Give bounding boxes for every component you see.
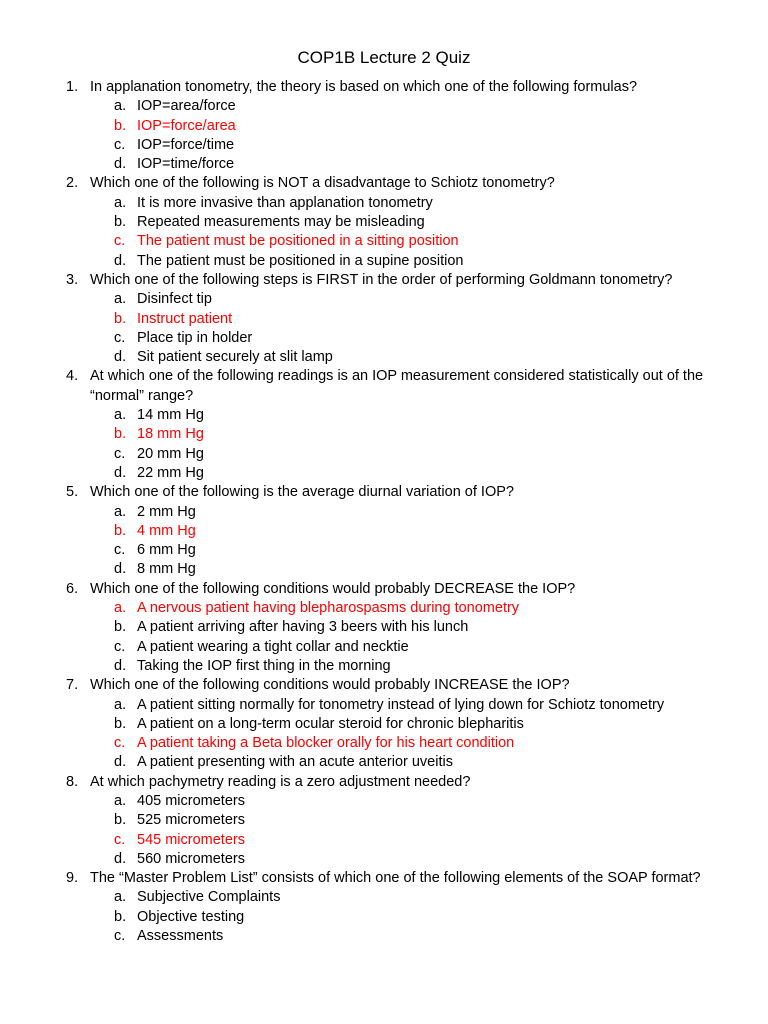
question-7	[66, 676, 716, 695]
option-letter: a.	[114, 407, 127, 424]
option-letter: a.	[114, 503, 127, 520]
question-8	[66, 773, 716, 792]
question-text: Which one of the following steps is FIRST in the order of performing Goldmann tonometry?	[90, 271, 673, 288]
option-letter: d.	[114, 754, 127, 771]
answer-option	[66, 155, 716, 174]
option-letter: c.	[114, 329, 126, 346]
answer-option	[66, 136, 716, 155]
option-letter: c.	[114, 542, 126, 559]
option-text: IOP=force/time	[137, 136, 235, 153]
answer-option	[66, 290, 716, 309]
answer-option	[66, 445, 716, 464]
answer-option	[66, 753, 716, 772]
answer-option	[66, 252, 716, 271]
answer-option	[66, 811, 716, 830]
question-number: 2.	[66, 175, 79, 192]
question-3	[66, 271, 716, 290]
answer-option	[66, 638, 716, 657]
option-letter: b.	[114, 715, 127, 732]
option-text: A nervous patient having blepharospasms during tonometry	[137, 600, 520, 617]
answer-option	[66, 406, 716, 425]
option-text: Taking the IOP first thing in the morning	[137, 657, 391, 674]
answer-option-correct	[66, 522, 716, 541]
question-text: At which pachymetry reading is a zero adjustment needed?	[90, 773, 471, 790]
question-text: The “Master Problem List” consists of which one of the following elements of the SOAP format?	[90, 870, 701, 887]
answer-option	[66, 213, 716, 232]
option-text: Subjective Complaints	[137, 889, 281, 906]
option-letter: b.	[114, 310, 127, 327]
option-text: A patient on a long-term ocular steroid for chronic blepharitis	[137, 715, 524, 732]
option-text: A patient presenting with an acute anterior uveitis	[137, 754, 453, 771]
option-text: The patient must be positioned in a supine position	[137, 252, 464, 269]
option-text: 4 mm Hg	[137, 522, 196, 539]
answer-option	[66, 348, 716, 367]
option-text: It is more invasive than applanation tonometry	[137, 194, 433, 211]
option-letter: b.	[114, 619, 127, 636]
question-text: Which one of the following is NOT a disadvantage to Schiotz tonometry?	[90, 175, 555, 192]
option-text: 6 mm Hg	[137, 542, 196, 559]
answer-option	[66, 541, 716, 560]
option-text: Sit patient securely at slit lamp	[137, 349, 333, 366]
answer-option	[66, 927, 716, 946]
answer-option	[66, 908, 716, 927]
option-letter: c.	[114, 638, 126, 655]
option-text: Repeated measurements may be misleading	[137, 214, 425, 231]
option-text: 8 mm Hg	[137, 561, 196, 578]
option-letter: c.	[114, 831, 126, 848]
question-text: Which one of the following is the average diurnal variation of IOP?	[90, 484, 514, 501]
option-text: IOP=area/force	[137, 98, 236, 115]
option-letter: c.	[114, 445, 126, 462]
option-letter: c.	[114, 233, 126, 250]
option-text: 405 micrometers	[137, 792, 245, 809]
answer-option	[66, 657, 716, 676]
option-text: 525 micrometers	[137, 812, 245, 829]
option-text: Objective testing	[137, 908, 245, 925]
answer-option	[66, 618, 716, 637]
option-letter: d.	[114, 657, 127, 674]
option-letter: b.	[114, 214, 127, 231]
option-letter: a.	[114, 696, 127, 713]
question-number: 9.	[66, 870, 79, 887]
question-number: 4.	[66, 368, 79, 385]
answer-option	[66, 792, 716, 811]
question-1	[66, 78, 716, 97]
option-letter: a.	[114, 889, 127, 906]
question-number: 3.	[66, 271, 79, 288]
question-2	[66, 174, 716, 193]
answer-option	[66, 850, 716, 869]
option-text: A patient taking a Beta blocker orally for his heart condition	[137, 735, 515, 752]
answer-option	[66, 503, 716, 522]
answer-option-correct	[66, 734, 716, 753]
answer-option-correct	[66, 232, 716, 251]
question-number: 1.	[66, 79, 79, 95]
option-letter: d.	[114, 156, 127, 173]
answer-option	[66, 97, 716, 116]
option-letter: b.	[114, 426, 127, 443]
question-4	[66, 367, 716, 406]
option-text: IOP=time/force	[137, 156, 235, 173]
option-letter: d.	[114, 850, 127, 867]
option-text: Instruct patient	[137, 310, 233, 327]
option-text: Place tip in holder	[137, 329, 253, 346]
option-letter: b.	[114, 117, 127, 134]
option-letter: a.	[114, 600, 127, 617]
page-title: COP1B Lecture 2 Quiz	[297, 48, 471, 67]
answer-option-correct	[66, 310, 716, 329]
option-text: A patient arriving after having 3 beers with his lunch	[137, 619, 469, 636]
answer-option-correct	[66, 117, 716, 136]
option-text: IOP=force/area	[137, 117, 236, 134]
option-letter: a.	[114, 792, 127, 809]
option-letter: d.	[114, 464, 127, 481]
option-text: A patient sitting normally for tonometry instead of lying down for Schiotz tonometry	[137, 696, 665, 713]
question-text: Which one of the following conditions would probably INCREASE the IOP?	[90, 677, 570, 694]
option-text: Disinfect tip	[137, 291, 212, 308]
answer-option-correct	[66, 599, 716, 618]
question-5	[66, 483, 716, 502]
answer-option-correct	[66, 831, 716, 850]
answer-option	[66, 464, 716, 483]
option-text: 560 micrometers	[137, 850, 245, 867]
answer-option	[66, 888, 716, 907]
answer-option	[66, 560, 716, 579]
option-letter: b.	[114, 522, 127, 539]
option-letter: a.	[114, 291, 127, 308]
option-letter: c.	[114, 928, 126, 945]
option-text: Assessments	[137, 928, 224, 945]
option-text: 22 mm Hg	[137, 464, 204, 481]
option-text: 545 micrometers	[137, 831, 245, 848]
question-text: In applanation tonometry, the theory is based on which one of the following formulas?	[90, 79, 638, 95]
answer-option	[66, 329, 716, 348]
option-text: 14 mm Hg	[137, 407, 204, 424]
question-number: 8.	[66, 773, 79, 790]
answer-option-correct	[66, 425, 716, 444]
question-number: 7.	[66, 677, 79, 694]
answer-option	[66, 696, 716, 715]
option-text: The patient must be positioned in a sitting position	[137, 233, 459, 250]
option-letter: d.	[114, 561, 127, 578]
question-9	[66, 869, 716, 888]
question-text: At which one of the following readings is an IOP measurement considered statistically out of the “normal” range?	[90, 368, 704, 404]
question-number: 6.	[66, 580, 79, 597]
option-letter: b.	[114, 908, 127, 925]
option-letter: c.	[114, 735, 126, 752]
question-6	[66, 580, 716, 599]
option-letter: b.	[114, 812, 127, 829]
option-text: 20 mm Hg	[137, 445, 204, 462]
answer-option	[66, 194, 716, 213]
option-letter: d.	[114, 349, 127, 366]
option-text: 2 mm Hg	[137, 503, 196, 520]
option-text: 18 mm Hg	[137, 426, 204, 443]
question-number: 5.	[66, 484, 79, 501]
option-letter: d.	[114, 252, 127, 269]
question-text: Which one of the following conditions would probably DECREASE the IOP?	[90, 580, 576, 597]
question-list	[66, 78, 716, 946]
option-letter: a.	[114, 194, 127, 211]
option-letter: a.	[114, 98, 127, 115]
option-text: A patient wearing a tight collar and necktie	[137, 638, 409, 655]
option-letter: c.	[114, 136, 126, 153]
answer-option	[66, 715, 716, 734]
